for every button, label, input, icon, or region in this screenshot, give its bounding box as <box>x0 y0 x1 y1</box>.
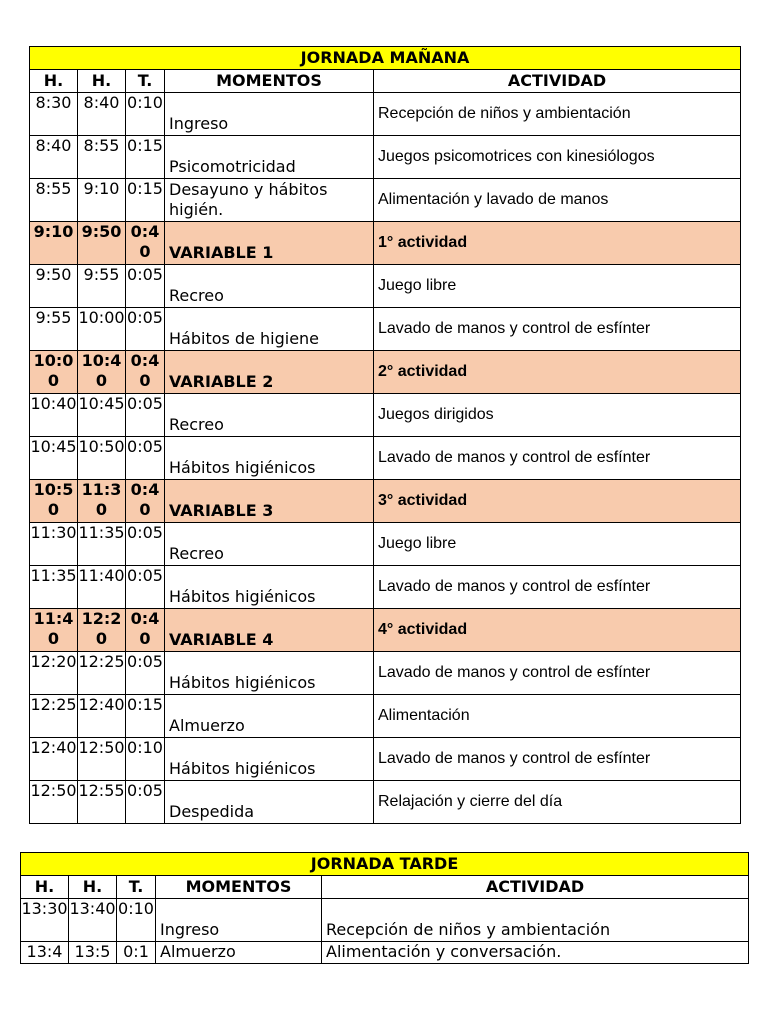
momento-cell: Almuerzo <box>165 695 374 738</box>
afternoon-title: JORNADA TARDE <box>21 853 749 876</box>
start-time-cell: 12:40 <box>30 738 78 781</box>
col-header-momentos: MOMENTOS <box>156 876 322 899</box>
schedule-row <box>30 781 741 824</box>
momento-cell: Hábitos higiénicos <box>165 652 374 695</box>
afternoon-header-row <box>21 876 749 899</box>
duration-cell: 0:40 <box>126 480 165 523</box>
end-time-cell: 11:30 <box>78 480 126 523</box>
start-time-cell: 8:40 <box>30 136 78 179</box>
momento-cell: Hábitos higiénicos <box>165 437 374 480</box>
duration-cell: 0:1 <box>117 942 156 964</box>
actividad-cell: Juegos psicomotrices con kinesiólogos <box>374 136 741 179</box>
start-time-cell: 8:55 <box>30 179 78 222</box>
duration-cell: 0:40 <box>126 609 165 652</box>
momento-cell: Recreo <box>165 394 374 437</box>
momento-cell: Ingreso <box>165 93 374 136</box>
start-time-cell: 13:4 <box>21 942 69 964</box>
start-time-cell: 12:25 <box>30 695 78 738</box>
actividad-cell: 3° actividad <box>374 480 741 523</box>
duration-cell: 0:05 <box>126 394 165 437</box>
end-time-cell: 13:40 <box>69 899 117 942</box>
schedule-row <box>30 437 741 480</box>
actividad-cell: Alimentación y conversación. <box>322 942 749 964</box>
start-time-cell: 9:55 <box>30 308 78 351</box>
schedule-row <box>30 93 741 136</box>
start-time-cell: 10:40 <box>30 394 78 437</box>
morning-title: JORNADA MAÑANA <box>30 47 741 70</box>
col-header-actividad: ACTIVIDAD <box>322 876 749 899</box>
duration-cell: 0:05 <box>126 308 165 351</box>
end-time-cell: 12:25 <box>78 652 126 695</box>
schedule-row <box>30 652 741 695</box>
actividad-cell: 1° actividad <box>374 222 741 265</box>
end-time-cell: 10:50 <box>78 437 126 480</box>
actividad-cell: Recepción de niños y ambientación <box>374 93 741 136</box>
duration-cell: 0:05 <box>126 523 165 566</box>
actividad-cell: Lavado de manos y control de esfínter <box>374 566 741 609</box>
schedule-row <box>30 566 741 609</box>
schedule-row <box>30 136 741 179</box>
end-time-cell: 12:50 <box>78 738 126 781</box>
momento-cell: Hábitos higiénicos <box>165 566 374 609</box>
actividad-cell: Juego libre <box>374 265 741 308</box>
afternoon-schedule-table <box>20 852 749 964</box>
start-time-cell: 10:50 <box>30 480 78 523</box>
duration-cell: 0:15 <box>126 136 165 179</box>
end-time-cell: 9:50 <box>78 222 126 265</box>
momento-cell: Recreo <box>165 265 374 308</box>
schedule-row <box>30 523 741 566</box>
start-time-cell: 11:40 <box>30 609 78 652</box>
col-header-duration: T. <box>117 876 156 899</box>
duration-cell: 0:40 <box>126 351 165 394</box>
end-time-cell: 10:45 <box>78 394 126 437</box>
momento-cell: VARIABLE 3 <box>165 480 374 523</box>
col-header-start: H. <box>30 70 78 93</box>
col-header-end: H. <box>78 70 126 93</box>
duration-cell: 0:10 <box>126 738 165 781</box>
schedule-row <box>30 394 741 437</box>
end-time-cell: 13:5 <box>69 942 117 964</box>
momento-cell: VARIABLE 4 <box>165 609 374 652</box>
actividad-cell: Recepción de niños y ambientación <box>322 899 749 942</box>
momento-cell: Recreo <box>165 523 374 566</box>
end-time-cell: 11:35 <box>78 523 126 566</box>
actividad-cell: 2° actividad <box>374 351 741 394</box>
col-header-duration: T. <box>126 70 165 93</box>
start-time-cell: 10:00 <box>30 351 78 394</box>
morning-header-row <box>30 70 741 93</box>
end-time-cell: 10:00 <box>78 308 126 351</box>
momento-cell: Hábitos higiénicos <box>165 738 374 781</box>
momento-cell: VARIABLE 2 <box>165 351 374 394</box>
momento-cell: VARIABLE 1 <box>165 222 374 265</box>
start-time-cell: 12:20 <box>30 652 78 695</box>
actividad-cell: Lavado de manos y control de esfínter <box>374 652 741 695</box>
duration-cell: 0:10 <box>126 93 165 136</box>
momento-cell: Hábitos de higiene <box>165 308 374 351</box>
start-time-cell: 11:35 <box>30 566 78 609</box>
end-time-cell: 9:10 <box>78 179 126 222</box>
end-time-cell: 11:40 <box>78 566 126 609</box>
end-time-cell: 12:55 <box>78 781 126 824</box>
schedule-row <box>30 222 741 265</box>
col-header-start: H. <box>21 876 69 899</box>
schedule-row <box>30 308 741 351</box>
morning-schedule-table <box>29 46 741 824</box>
schedule-row <box>30 480 741 523</box>
end-time-cell: 12:20 <box>78 609 126 652</box>
end-time-cell: 9:55 <box>78 265 126 308</box>
col-header-momentos: MOMENTOS <box>165 70 374 93</box>
duration-cell: 0:05 <box>126 265 165 308</box>
col-header-actividad: ACTIVIDAD <box>374 70 741 93</box>
end-time-cell: 8:55 <box>78 136 126 179</box>
start-time-cell: 9:50 <box>30 265 78 308</box>
schedule-row <box>30 179 741 222</box>
momento-cell: Desayuno y hábitos higién. <box>165 179 374 222</box>
end-time-cell: 10:40 <box>78 351 126 394</box>
end-time-cell: 12:40 <box>78 695 126 738</box>
start-time-cell: 12:50 <box>30 781 78 824</box>
start-time-cell: 8:30 <box>30 93 78 136</box>
start-time-cell: 9:10 <box>30 222 78 265</box>
duration-cell: 0:05 <box>126 781 165 824</box>
momento-cell: Psicomotricidad <box>165 136 374 179</box>
duration-cell: 0:10 <box>117 899 156 942</box>
col-header-end: H. <box>69 876 117 899</box>
start-time-cell: 13:30 <box>21 899 69 942</box>
actividad-cell: Relajación y cierre del día <box>374 781 741 824</box>
schedule-row <box>21 899 749 942</box>
start-time-cell: 11:30 <box>30 523 78 566</box>
duration-cell: 0:05 <box>126 566 165 609</box>
schedule-row <box>30 695 741 738</box>
actividad-cell: Lavado de manos y control de esfínter <box>374 308 741 351</box>
actividad-cell: Juego libre <box>374 523 741 566</box>
actividad-cell: Lavado de manos y control de esfínter <box>374 437 741 480</box>
momento-cell: Ingreso <box>156 899 322 942</box>
duration-cell: 0:15 <box>126 695 165 738</box>
duration-cell: 0:40 <box>126 222 165 265</box>
duration-cell: 0:05 <box>126 652 165 695</box>
actividad-cell: Alimentación <box>374 695 741 738</box>
duration-cell: 0:15 <box>126 179 165 222</box>
end-time-cell: 8:40 <box>78 93 126 136</box>
actividad-cell: Lavado de manos y control de esfínter <box>374 738 741 781</box>
momento-cell: Almuerzo <box>156 942 322 964</box>
schedule-row <box>30 351 741 394</box>
schedule-row <box>30 265 741 308</box>
schedule-row <box>21 942 749 964</box>
schedule-row <box>30 609 741 652</box>
schedule-row <box>30 738 741 781</box>
actividad-cell: Juegos dirigidos <box>374 394 741 437</box>
start-time-cell: 10:45 <box>30 437 78 480</box>
actividad-cell: 4° actividad <box>374 609 741 652</box>
actividad-cell: Alimentación y lavado de manos <box>374 179 741 222</box>
momento-cell: Despedida <box>165 781 374 824</box>
duration-cell: 0:05 <box>126 437 165 480</box>
